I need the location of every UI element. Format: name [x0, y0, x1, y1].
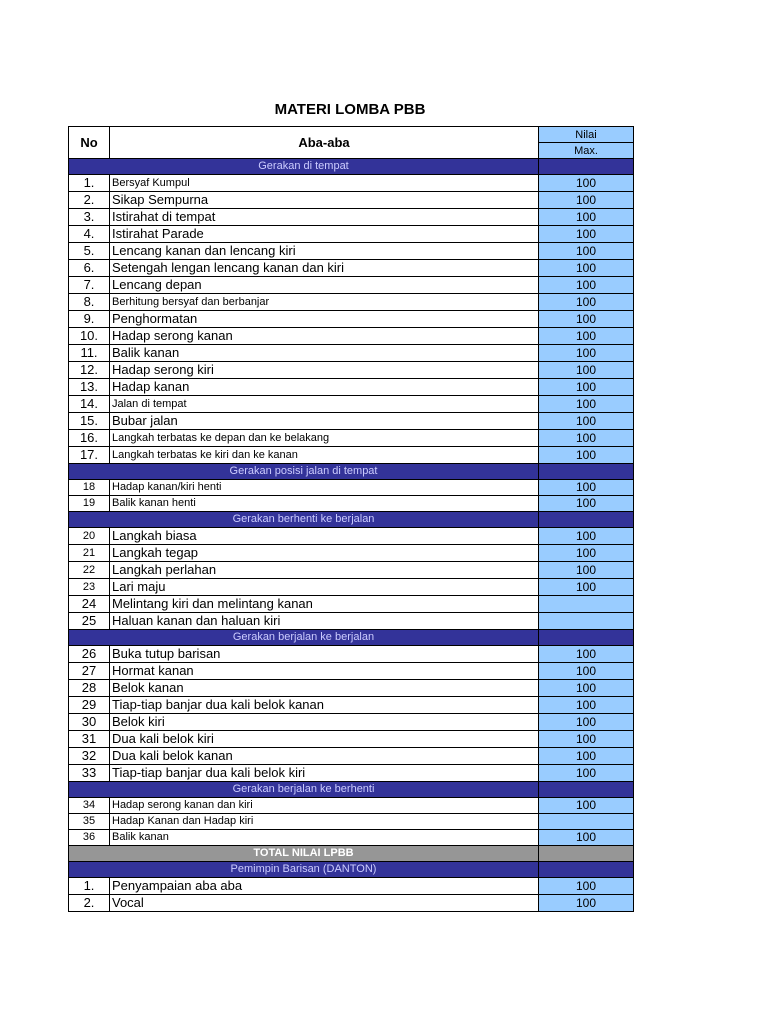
item-max-score: 100 [539, 311, 634, 328]
item-max-score: 100 [539, 396, 634, 413]
item-row [69, 613, 634, 630]
item-row [69, 596, 634, 613]
item-number: 17. [69, 447, 110, 464]
item-number: 21 [69, 545, 110, 562]
item-max-score: 100 [539, 413, 634, 430]
section-label: Gerakan di tempat [69, 159, 539, 175]
item-number: 18 [69, 480, 110, 496]
item-row [69, 480, 634, 496]
item-number: 29 [69, 697, 110, 714]
item-row [69, 345, 634, 362]
item-name: Hadap kanan [110, 379, 539, 396]
item-row [69, 226, 634, 243]
item-number: 1. [69, 878, 110, 895]
item-name: Hadap Kanan dan Hadap kiri [110, 814, 539, 830]
section-row [69, 782, 634, 798]
item-row [69, 545, 634, 562]
item-max-score: 100 [539, 277, 634, 294]
item-row [69, 731, 634, 748]
item-name: Sikap Sempurna [110, 192, 539, 209]
item-row [69, 413, 634, 430]
section-value-cell [539, 862, 634, 878]
section-label: Gerakan berjalan ke berjalan [69, 630, 539, 646]
item-max-score: 100 [539, 663, 634, 680]
item-row [69, 362, 634, 379]
item-number: 1. [69, 175, 110, 192]
item-number: 24 [69, 596, 110, 613]
item-row [69, 680, 634, 697]
item-row [69, 814, 634, 830]
header-max: Max. [539, 143, 634, 159]
item-max-score: 100 [539, 328, 634, 345]
item-number: 31 [69, 731, 110, 748]
item-name: Langkah terbatas ke depan dan ke belakang [110, 430, 539, 447]
item-row [69, 430, 634, 447]
item-number: 26 [69, 646, 110, 663]
item-number: 28 [69, 680, 110, 697]
item-max-score: 100 [539, 798, 634, 814]
item-name: Jalan di tempat [110, 396, 539, 413]
item-max-score [539, 613, 634, 630]
item-number: 10. [69, 328, 110, 345]
item-name: Balik kanan [110, 830, 539, 846]
item-max-score: 100 [539, 878, 634, 895]
item-number: 9. [69, 311, 110, 328]
item-name: Langkah terbatas ke kiri dan ke kanan [110, 447, 539, 464]
item-max-score: 100 [539, 480, 634, 496]
item-number: 11. [69, 345, 110, 362]
item-max-score: 100 [539, 379, 634, 396]
item-row [69, 277, 634, 294]
section-label: Pemimpin Barisan (DANTON) [69, 862, 539, 878]
section-label: Gerakan berhenti ke berjalan [69, 512, 539, 528]
item-name: Melintang kiri dan melintang kanan [110, 596, 539, 613]
header-no: No [69, 127, 110, 159]
item-name: Berhitung bersyaf dan berbanjar [110, 294, 539, 311]
item-name: Penyampaian aba aba [110, 878, 539, 895]
item-number: 2. [69, 895, 110, 912]
item-name: Tiap-tiap banjar dua kali belok kiri [110, 765, 539, 782]
item-name: Setengah lengan lencang kanan dan kiri [110, 260, 539, 277]
item-max-score: 100 [539, 447, 634, 464]
item-number: 35 [69, 814, 110, 830]
item-name: Buka tutup barisan [110, 646, 539, 663]
item-row [69, 646, 634, 663]
document-title: MATERI LOMBA PBB [274, 101, 426, 118]
item-row [69, 260, 634, 277]
section-row [69, 464, 634, 480]
item-row [69, 765, 634, 782]
item-max-score: 100 [539, 562, 634, 579]
item-name: Bubar jalan [110, 413, 539, 430]
item-name: Hadap kanan/kiri henti [110, 480, 539, 496]
section-value-cell [539, 846, 634, 862]
item-number: 3. [69, 209, 110, 226]
item-number: 5. [69, 243, 110, 260]
item-max-score: 100 [539, 680, 634, 697]
item-row [69, 562, 634, 579]
item-max-score: 100 [539, 579, 634, 596]
item-name: Lencang depan [110, 277, 539, 294]
item-row [69, 663, 634, 680]
item-max-score: 100 [539, 765, 634, 782]
item-row [69, 294, 634, 311]
item-row [69, 447, 634, 464]
item-name: Hadap serong kanan [110, 328, 539, 345]
section-row [69, 630, 634, 646]
item-number: 32 [69, 748, 110, 765]
header-row [69, 127, 634, 143]
item-max-score: 100 [539, 294, 634, 311]
item-max-score: 100 [539, 697, 634, 714]
item-name: Istirahat Parade [110, 226, 539, 243]
item-max-score: 100 [539, 226, 634, 243]
item-row [69, 798, 634, 814]
item-number: 25 [69, 613, 110, 630]
item-max-score: 100 [539, 748, 634, 765]
item-number: 23 [69, 579, 110, 596]
item-name: Penghormatan [110, 311, 539, 328]
item-number: 33 [69, 765, 110, 782]
item-max-score: 100 [539, 209, 634, 226]
section-label: Gerakan berjalan ke berhenti [69, 782, 539, 798]
item-name: Balik kanan [110, 345, 539, 362]
item-max-score: 100 [539, 243, 634, 260]
item-max-score: 100 [539, 362, 634, 379]
header-aba-aba: Aba-aba [110, 127, 539, 159]
section-row [69, 512, 634, 528]
item-row [69, 311, 634, 328]
item-row [69, 396, 634, 413]
section-label: Gerakan posisi jalan di tempat [69, 464, 539, 480]
item-row [69, 192, 634, 209]
item-number: 4. [69, 226, 110, 243]
item-row [69, 697, 634, 714]
item-row [69, 496, 634, 512]
score-table [68, 126, 634, 912]
item-max-score: 100 [539, 714, 634, 731]
item-max-score: 100 [539, 731, 634, 748]
item-row [69, 748, 634, 765]
item-number: 12. [69, 362, 110, 379]
section-value-cell [539, 464, 634, 480]
item-max-score: 100 [539, 260, 634, 277]
item-name: Langkah tegap [110, 545, 539, 562]
section-value-cell [539, 630, 634, 646]
item-name: Dua kali belok kiri [110, 731, 539, 748]
item-name: Langkah perlahan [110, 562, 539, 579]
item-max-score: 100 [539, 430, 634, 447]
item-max-score: 100 [539, 895, 634, 912]
item-number: 8. [69, 294, 110, 311]
total-label: TOTAL NILAI LPBB [69, 846, 539, 862]
item-number: 34 [69, 798, 110, 814]
item-number: 15. [69, 413, 110, 430]
item-number: 27 [69, 663, 110, 680]
item-row [69, 243, 634, 260]
item-row [69, 328, 634, 345]
item-name: Istirahat di tempat [110, 209, 539, 226]
item-max-score: 100 [539, 345, 634, 362]
item-max-score [539, 814, 634, 830]
item-number: 6. [69, 260, 110, 277]
section-value-cell [539, 512, 634, 528]
item-max-score: 100 [539, 646, 634, 663]
item-name: Lari maju [110, 579, 539, 596]
item-max-score: 100 [539, 192, 634, 209]
item-number: 14. [69, 396, 110, 413]
item-name: Belok kiri [110, 714, 539, 731]
item-name: Hormat kanan [110, 663, 539, 680]
section-row [69, 862, 634, 878]
item-name: Bersyaf Kumpul [110, 175, 539, 192]
total-row [69, 846, 634, 862]
section-value-cell [539, 782, 634, 798]
item-max-score: 100 [539, 545, 634, 562]
item-name: Hadap serong kanan dan kiri [110, 798, 539, 814]
item-number: 36 [69, 830, 110, 846]
item-name: Balik kanan henti [110, 496, 539, 512]
item-max-score [539, 596, 634, 613]
item-row [69, 714, 634, 731]
item-number: 16. [69, 430, 110, 447]
item-number: 20 [69, 528, 110, 545]
header-nilai: Nilai [539, 127, 634, 143]
item-number: 22 [69, 562, 110, 579]
item-row [69, 209, 634, 226]
item-name: Hadap serong kiri [110, 362, 539, 379]
item-row [69, 379, 634, 396]
item-row [69, 175, 634, 192]
item-name: Langkah biasa [110, 528, 539, 545]
item-name: Haluan kanan dan haluan kiri [110, 613, 539, 630]
item-name: Belok kanan [110, 680, 539, 697]
item-name: Dua kali belok kanan [110, 748, 539, 765]
item-number: 30 [69, 714, 110, 731]
item-max-score: 100 [539, 830, 634, 846]
item-row [69, 878, 634, 895]
item-max-score: 100 [539, 496, 634, 512]
item-row [69, 528, 634, 545]
item-number: 13. [69, 379, 110, 396]
item-max-score: 100 [539, 528, 634, 545]
section-value-cell [539, 159, 634, 175]
item-number: 2. [69, 192, 110, 209]
item-row [69, 579, 634, 596]
item-number: 7. [69, 277, 110, 294]
item-max-score: 100 [539, 175, 634, 192]
item-name: Vocal [110, 895, 539, 912]
section-row [69, 159, 634, 175]
item-number: 19 [69, 496, 110, 512]
item-name: Tiap-tiap banjar dua kali belok kanan [110, 697, 539, 714]
item-name: Lencang kanan dan lencang kiri [110, 243, 539, 260]
item-row [69, 895, 634, 912]
item-row [69, 830, 634, 846]
